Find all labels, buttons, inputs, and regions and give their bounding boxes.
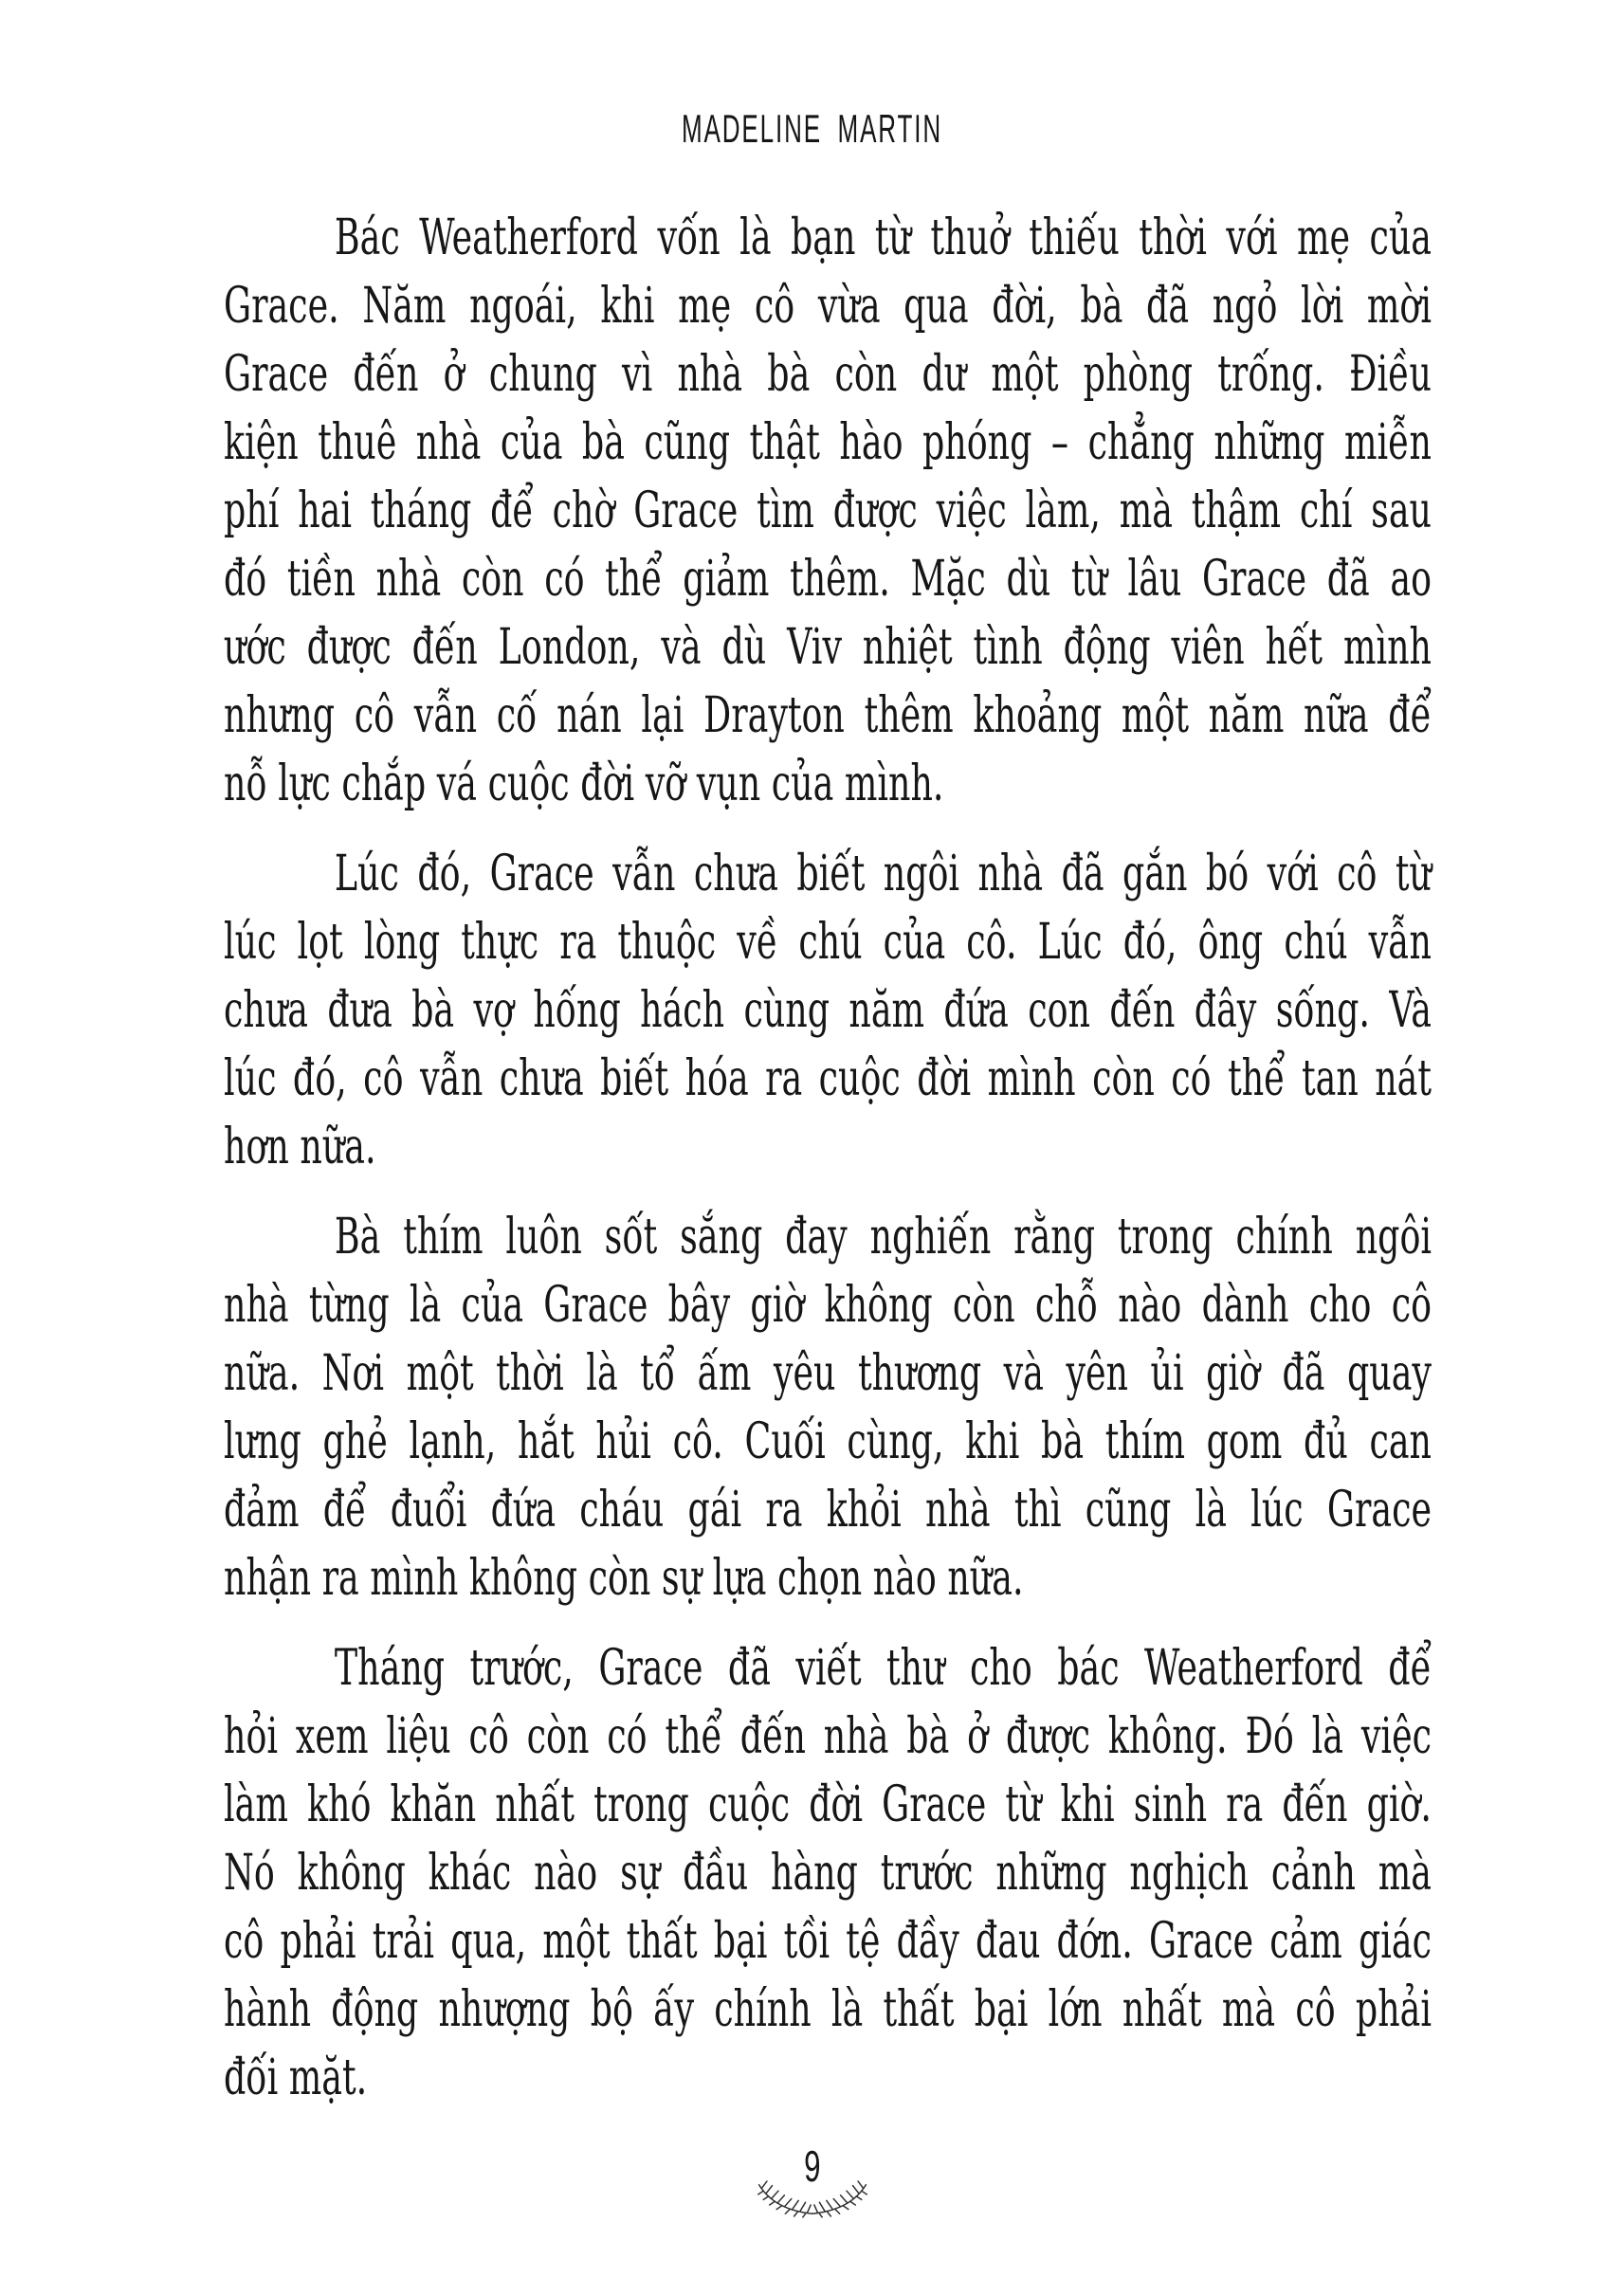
text-line: nhưng cô vẫn cố nán lại Drayton thêm khoảng một năm nữa để bbox=[224, 687, 1432, 744]
text-line: lúc đó, cô vẫn chưa biết hóa ra cuộc đời mình còn có thể tan nát bbox=[224, 1050, 1432, 1107]
page-footer bbox=[0, 2141, 1624, 2218]
text-line: cô phải trải qua, một thất bại tồi tệ đầy đau đớn. Grace cảm giác bbox=[224, 1913, 1432, 1970]
text-line: đối mặt. bbox=[224, 2049, 368, 2106]
text-line: phí hai tháng để chờ Grace tìm được việc làm, mà thậm chí sau bbox=[224, 483, 1432, 539]
text-line: Grace. Năm ngoái, khi mẹ cô vừa qua đời, bà đã ngỏ lời mời bbox=[224, 278, 1432, 335]
text-line: nhận ra mình không còn sự lựa chọn nào nữa. bbox=[224, 1550, 1024, 1607]
text-line: nữa. Nơi một thời là tổ ấm yêu thương và yên ủi giờ đã quay bbox=[224, 1345, 1432, 1402]
text-line: làm khó khăn nhất trong cuộc đời Grace từ khi sinh ra đến giờ. bbox=[224, 1776, 1432, 1833]
body-paragraph bbox=[224, 1634, 1432, 2112]
text-line: đảm để đuổi đứa cháu gái ra khỏi nhà thì cũng là lúc Grace bbox=[224, 1482, 1432, 1539]
text-line: đó tiền nhà còn có thể giảm thêm. Mặc dù từ lâu Grace đã ao bbox=[224, 551, 1432, 608]
text-line: lúc lọt lòng thực ra thuộc về chú của cô. Lúc đó, ông chú vẫn bbox=[224, 914, 1432, 971]
text-line: Tháng trước, Grace đã viết thư cho bác Weatherford để bbox=[334, 1640, 1432, 1697]
text-line: Bác Weatherford vốn là bạn từ thuở thiếu thời với mẹ của bbox=[334, 209, 1432, 266]
text-line: hỏi xem liệu cô còn có thể đến nhà bà ở được không. Đó là việc bbox=[224, 1708, 1432, 1765]
page-number: 9 bbox=[803, 2141, 821, 2191]
text-line: nhà từng là của Grace bây giờ không còn chỗ nào dành cho cô bbox=[224, 1277, 1432, 1334]
body-paragraph bbox=[224, 840, 1432, 1181]
text-line: kiện thuê nhà của bà cũng thật hào phóng – chẳng những miễn bbox=[224, 414, 1432, 471]
body-text bbox=[224, 204, 1432, 2112]
text-line: lưng ghẻ lạnh, hắt hủi cô. Cuối cùng, khi bà thím gom đủ can bbox=[224, 1413, 1432, 1470]
body-paragraph bbox=[224, 204, 1432, 818]
text-line: nỗ lực chắp vá cuộc đời vỡ vụn của mình. bbox=[224, 756, 944, 812]
text-line: Nó không khác nào sự đầu hàng trước những nghịch cảnh mà bbox=[224, 1845, 1432, 1902]
text-line: hành động nhượng bộ ấy chính là thất bại lớn nhất mà cô phải bbox=[224, 1981, 1432, 2038]
running-header: MADELINE MARTIN bbox=[681, 106, 943, 151]
text-line: chưa đưa bà vợ hống hách cùng năm đứa con đến đây sống. Và bbox=[224, 982, 1432, 1039]
text-line: hơn nữa. bbox=[224, 1119, 376, 1175]
body-paragraph bbox=[224, 1203, 1432, 1612]
text-line: Grace đến ở chung vì nhà bà còn dư một phòng trống. Điều bbox=[224, 346, 1432, 403]
text-line: Bà thím luôn sốt sắng đay nghiến rằng trong chính ngôi bbox=[334, 1209, 1432, 1266]
text-line: Lúc đó, Grace vẫn chưa biết ngôi nhà đã gắn bó với cô từ bbox=[334, 846, 1432, 902]
text-line: ước được đến London, và dù Viv nhiệt tình động viên hết mình bbox=[224, 619, 1432, 676]
